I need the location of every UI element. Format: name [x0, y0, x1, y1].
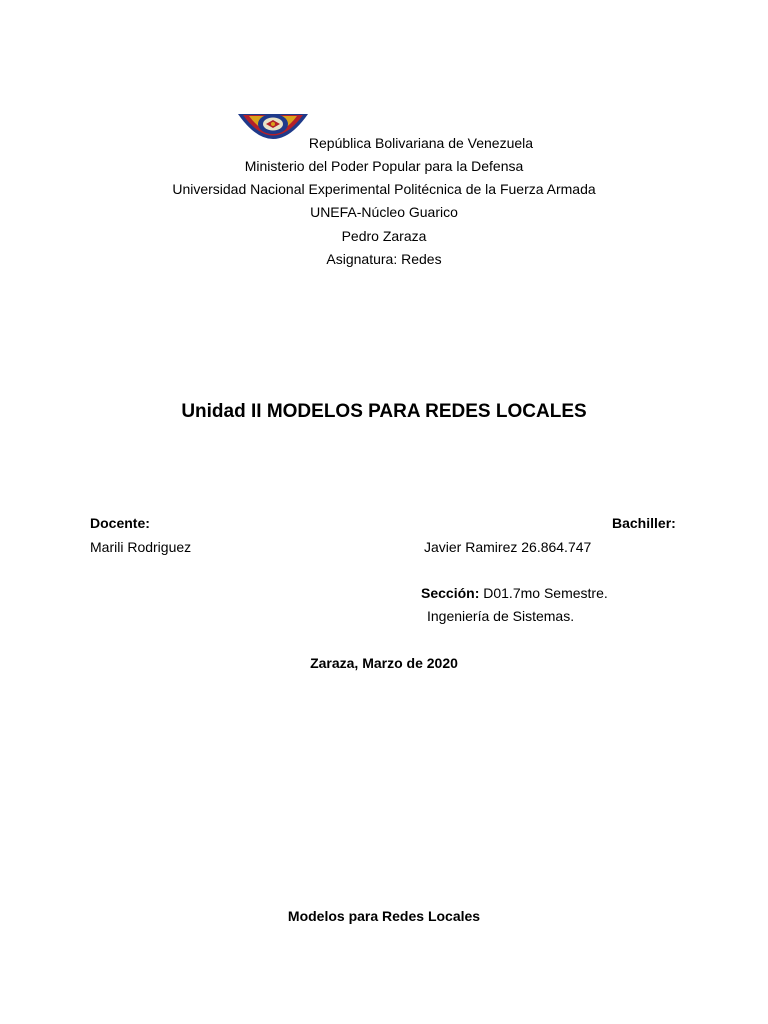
place-date: Zaraza, Marzo de 2020: [310, 655, 458, 671]
bachiller-label: Bachiller:: [612, 515, 676, 531]
document-title: Unidad II MODELOS PARA REDES LOCALES: [181, 401, 587, 422]
seccion-line: [421, 584, 608, 602]
header-line-ministry: Ministerio del Poder Popular para la Defensa: [244, 158, 524, 174]
header-line-subject: Asignatura: Redes: [326, 251, 442, 267]
docente-label: Docente:: [90, 515, 150, 531]
header-line-university: Universidad Nacional Experimental Politécnica de la Fuerza Armada: [172, 181, 596, 197]
header-line-campus: UNEFA-Núcleo Guarico: [310, 204, 458, 220]
bachiller-name: Javier Ramirez 26.864.747: [424, 539, 592, 555]
seccion-value: D01.7mo Semestre.: [479, 585, 608, 601]
header-line-city: Pedro Zaraza: [341, 228, 427, 244]
seccion-label: Sección:: [421, 585, 480, 601]
header-line-republic: República Bolivariana de Venezuela: [308, 135, 534, 151]
career-text: Ingeniería de Sistemas.: [427, 608, 575, 624]
docente-name: Marili Rodriguez: [90, 539, 192, 555]
section-heading: Modelos para Redes Locales: [287, 908, 481, 924]
